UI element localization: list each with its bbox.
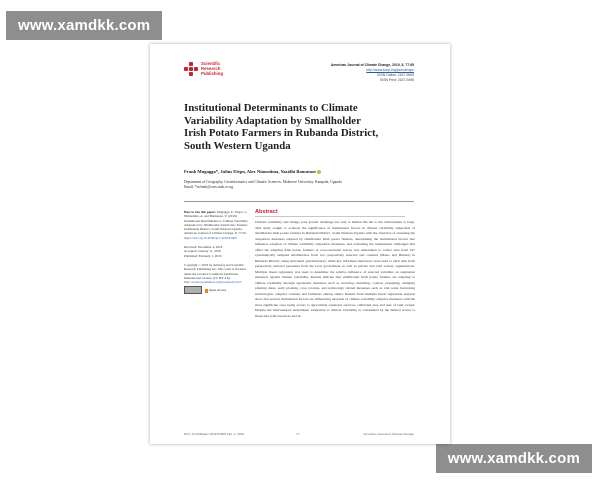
issn-online: ISSN Online: 2167-9509 (377, 73, 414, 77)
copyright-text: Copyright © 2019 by author(s) and Scientific Research Publishing Inc. This work is licensed under the Creative Commons Attribution International License (CC BY 4.0). (184, 262, 246, 280)
affiliation-text: Department of Geography, Geoinformatics and Climatic Sciences, Makerere University, Kampala, Uganda (184, 180, 342, 184)
scirp-logo-icon (184, 62, 198, 76)
journal-info (331, 63, 414, 83)
watermark-top: www.xamdkk.com (6, 11, 162, 40)
publisher-name-line1: Scientific (201, 61, 221, 66)
cc-by-license-icon (184, 286, 202, 294)
email-text: Email: *mfrank@caes.mak.ac.ug (184, 185, 234, 189)
license-link[interactable]: http://creativecommons.org/licenses/by/4.0/ (184, 280, 242, 285)
open-access-label: Open Access (209, 288, 227, 293)
watermark-bottom: www.xamdkk.com (436, 444, 592, 473)
doi-link[interactable]: https://doi.org/10.4236/ajcc.2019.81005 (184, 235, 237, 240)
publisher-name-line3: Publishing (201, 70, 223, 76)
journal-name: American Journal of Climate Change, 2019, 8, 77-95 (330, 63, 414, 67)
accepted-date: Accepted: January 11, 2019 (184, 249, 221, 254)
orcid-icon[interactable] (317, 170, 321, 174)
abstract-heading: Abstract (255, 209, 405, 217)
open-access-lock-icon (205, 289, 208, 293)
abstract-body: Climate variability and change pose greater challenge not only to human life but to the environment at large. This study sought to evaluate the significance of institutional factors in climate variability adaptation of smallholder Irish potato farmers in Rubanda District, South Western Uganda with the objective of assessing the adaptation measures adopted by smallholder Irish potato farmers, determining the institutional factors that influence adoption of climate variability adaptation measures, and evaluating the institutional challenges that affect the adapting Irish potato farmers. A cross-sectional survey was undertaken to collect data from 197 systematically sampled smallholders from two purposively selected sub counties (Muko and Bubare) in Rubanda District, using structured questionnaires; while key informant interviews were used to elicit data from purposively selected personnel from the local government as well as private and civil society organizations. Multiple linear regression was used to determine the relative influence of selected variables on adaptation measures against climate variability. Results indicate that smallholder Irish potato farmers are adapting to climate variability through agronomic measures such as terracing, mulching, contour ploughing, changing planting dates, early planting, crop rotation, and technology related measures such as rain water harvesting technologies, adaptive varieties and fertilizers among others. Results from multiple linear regression analysis show that several institutional factors are influencing adoption of climate variability adaptive measures with the most significant ones being access to agricultural extension services, cultivated area and size of land owned. Despite the interventions undertaken, adaptation to climate variability is constrained by the limited access to financial/credit resources and in- (255, 220, 415, 318)
affiliation-block (184, 180, 404, 190)
header-divider (184, 201, 414, 202)
paper-title: Institutional Determinants to Climate Variability Adaptation by Smallholder Irish Potato Farmers in Rubanda District, South Western Uganda (184, 102, 379, 152)
article-sidebar (184, 210, 250, 299)
journal-url-link[interactable]: http://www.scirp.org/journal/ajcc (366, 68, 414, 72)
footer-doi: DOI: 10.4236/ajcc.2019.81005 Feb. 1, 2019 (184, 432, 245, 436)
abstract-section (255, 209, 415, 319)
footer-page-number: 77 (296, 432, 300, 436)
footer-journal: American Journal of Climate Change (363, 432, 414, 436)
cite-label: How to cite this paper: (184, 210, 217, 214)
paper-page (150, 44, 450, 444)
publisher-name-line2: Research (201, 65, 221, 71)
authors-text: Frank Mugagga*, Julius Elepu, Alex Nimusiima, Yazidhi Bamutaze (184, 169, 317, 174)
issn-print: ISSN Print: 2167-9495 (380, 78, 414, 82)
authors-line (184, 169, 321, 174)
publisher-logo (184, 62, 223, 76)
published-date: Published: February 1, 2019 (184, 253, 222, 258)
cite-text: Mugagga, F., Elepu, J., Nimusiima, A. and Bamutaze, Y. (2019) Institutional Determinants to Climate Variability Adaptation by Smallholder Irish Potato Farmers in Rubanda District, South Western Uganda. American Journal of Climate Change, 8, 77-95. (184, 210, 248, 236)
received-date: Received: December 4, 2018 (184, 245, 223, 250)
